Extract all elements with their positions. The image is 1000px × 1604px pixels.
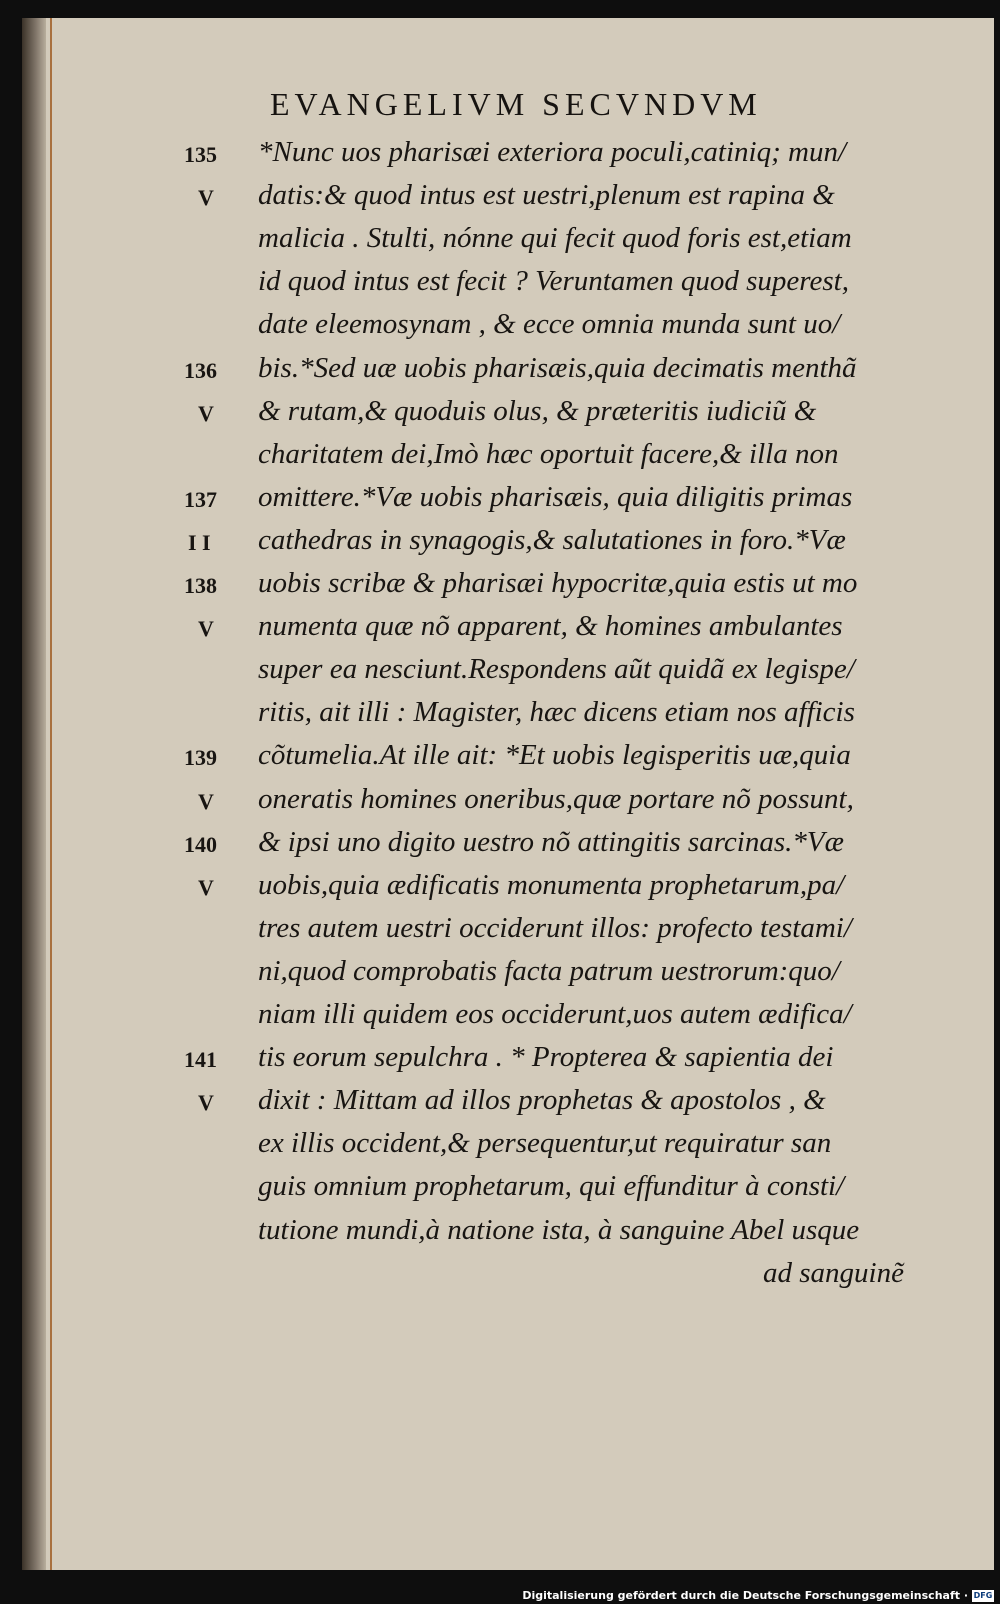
text-line: & ipsi uno digito uestro nõ attingitis sarcinas.*Væ	[258, 825, 844, 858]
text-line: tres autem uestri occiderunt illos: profecto testami/	[258, 911, 852, 944]
text-line: & rutam,& quoduis olus, & præteritis iudiciũ &	[258, 394, 817, 427]
margin-note: 139	[184, 745, 217, 771]
dfg-logo: DFG	[973, 1591, 993, 1600]
text-line: id quod intus est fecit ? Veruntamen quod superest,	[258, 265, 849, 298]
text-line: uobis,quia ædificatis monumenta prophetarum,pa/	[258, 868, 845, 901]
text-line: date eleemosynam , & ecce omnia munda sunt uo/	[258, 308, 841, 341]
text-line: charitatem dei,Imò hæc oportuit facere,& illa non	[258, 437, 839, 470]
margin-note: V	[198, 1090, 214, 1116]
text-line: dixit : Mittam ad illos prophetas & apostolos , &	[258, 1084, 826, 1117]
text-line: cõtumelia.At ille ait: *Et uobis legisperitis uæ,quia	[258, 739, 851, 772]
text-line: ni,quod comprobatis facta patrum uestrorum:quo/	[258, 954, 840, 987]
margin-note: 136	[184, 357, 217, 383]
margin-note: V	[198, 400, 214, 426]
text-line: *Nunc uos pharisæi exteriora poculi,catiniq; mun/	[258, 136, 847, 168]
margin-note: 135	[184, 142, 217, 167]
text-line: numenta quæ nõ apparent, & homines ambulantes	[258, 610, 843, 643]
text-line: oneratis homines oneribus,quæ portare nõ possunt,	[258, 782, 854, 815]
running-head: EVANGELIVM SECVNDVM	[270, 86, 762, 122]
text-line: cathedras in synagogis,& salutationes in foro.*Væ	[258, 523, 846, 556]
margin-note: V	[198, 616, 214, 642]
text-line: bis.*Sed uæ uobis pharisæis,quia decimatis menthã	[258, 351, 857, 384]
gutter-edge-line	[50, 18, 52, 1570]
footer-credit: Digitalisierung gefördert durch die Deutsche Forschungsgemeinschaft ·	[522, 1589, 968, 1602]
text-line: ritis, ait illi : Magister, hæc dicens etiam nos afficis	[258, 696, 855, 729]
text-line: super ea nesciunt.Respondens aũt quidã ex legispe/	[258, 653, 855, 686]
margin-note: 138	[184, 573, 217, 598]
margin-note: I I	[188, 529, 211, 555]
margin-note: 141	[184, 1047, 217, 1073]
text-line: ex illis occident,& persequentur,ut requiratur san	[258, 1127, 832, 1160]
margin-note: 137	[184, 486, 217, 512]
text-line: tutione mundi,à natione ista, à sanguine Abel usque	[258, 1213, 860, 1246]
margin-note: V	[198, 874, 214, 900]
text-line: tis eorum sepulchra . * Propterea & sapientia dei	[258, 1041, 834, 1074]
text-line: ad sanguinẽ	[763, 1256, 904, 1289]
margin-note: V	[198, 185, 214, 211]
page-gutter	[22, 18, 46, 1570]
margin-note: 140	[184, 831, 217, 857]
margin-note: V	[198, 788, 214, 814]
text-line: guis omnium prophetarum, qui effunditur à consti/	[258, 1170, 845, 1203]
text-line: uobis scribæ & pharisæi hypocritæ,quia estis ut mo	[258, 567, 858, 599]
text-line: datis:& quod intus est uestri,plenum est rapina &	[258, 179, 835, 212]
text-line: niam illi quidem eos occiderunt,uos autem ædifica/	[258, 998, 852, 1030]
text-line: omittere.*Væ uobis pharisæis, quia diligitis primas	[258, 480, 853, 513]
text-line: malicia . Stulti, nónne qui fecit quod foris est,etiam	[258, 222, 852, 255]
